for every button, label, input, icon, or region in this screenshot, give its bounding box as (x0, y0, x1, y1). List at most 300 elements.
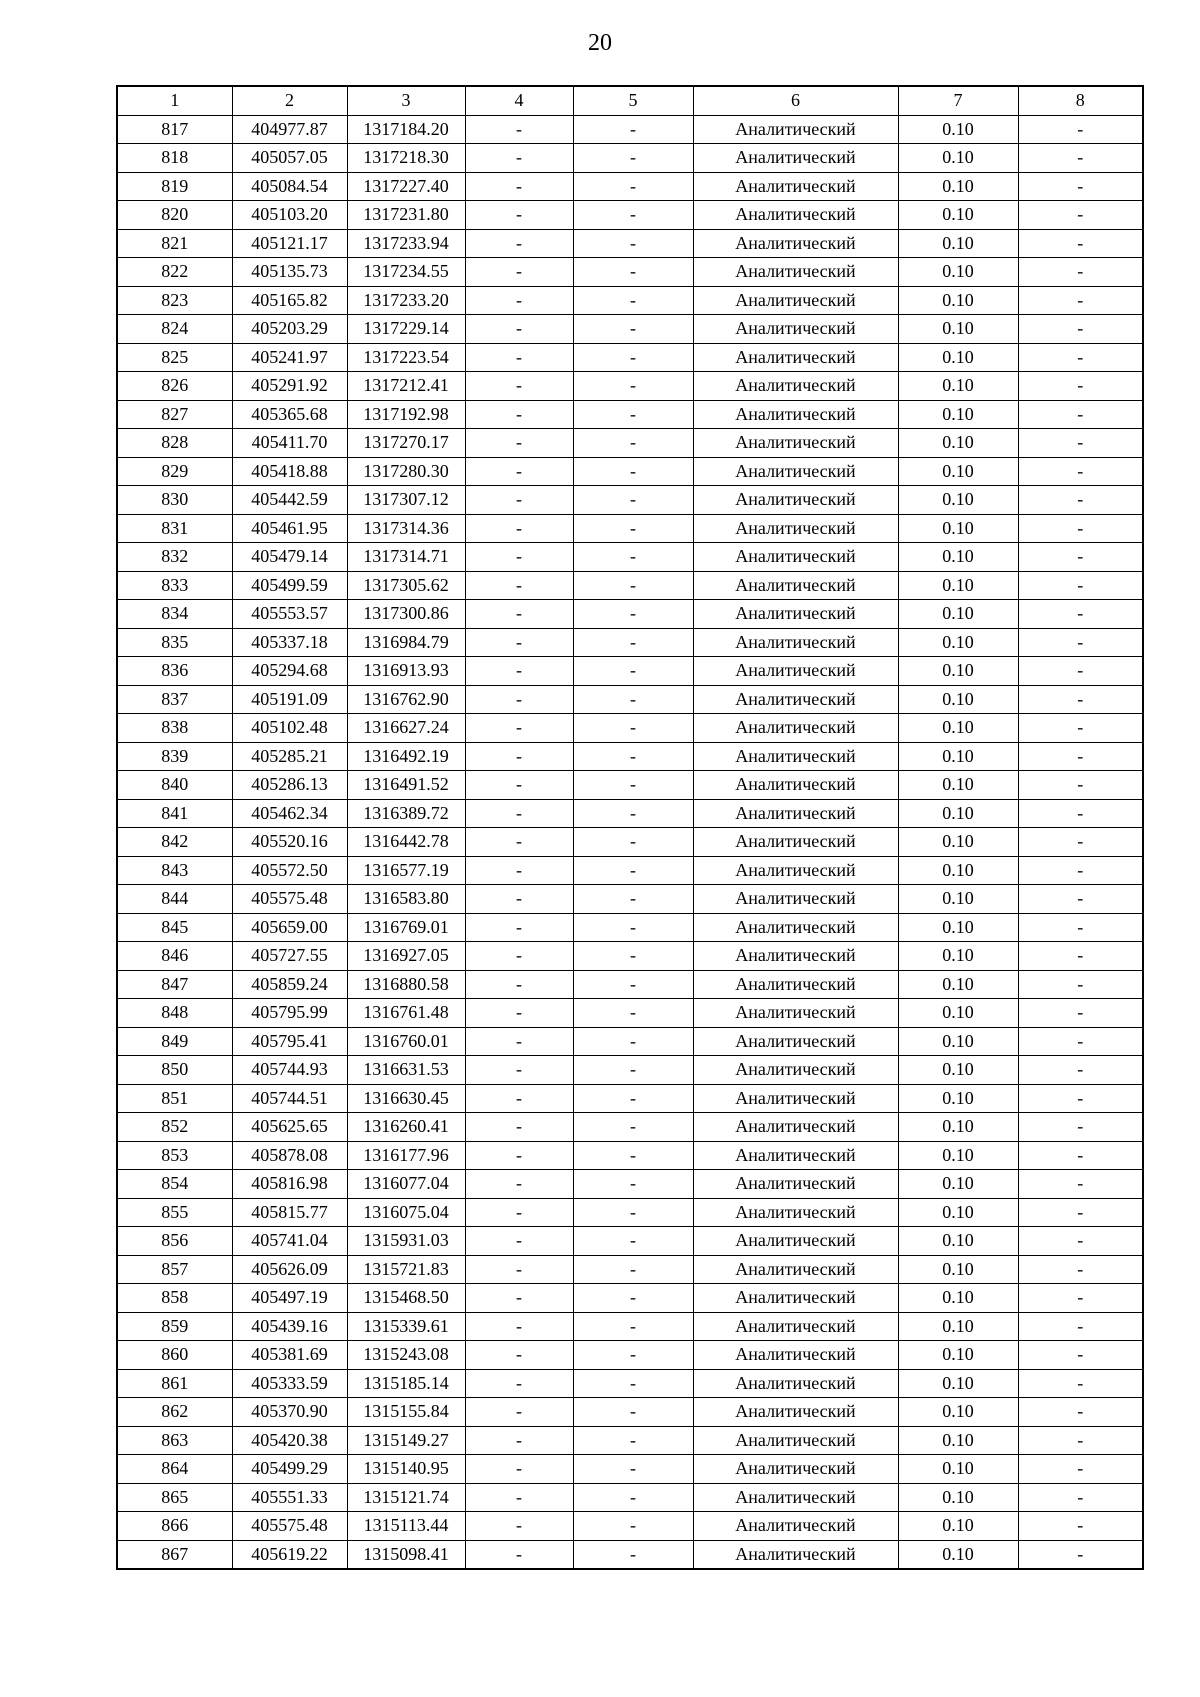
table-cell: 841 (117, 799, 232, 828)
table-cell: 836 (117, 657, 232, 686)
table-cell: - (1018, 144, 1143, 173)
table-cell: 0.10 (898, 828, 1018, 857)
table-cell: 843 (117, 856, 232, 885)
table-cell: - (1018, 1483, 1143, 1512)
table-cell: 0.10 (898, 372, 1018, 401)
table-cell: 1317229.14 (347, 315, 465, 344)
table-cell: - (573, 115, 693, 144)
table-cell: - (465, 1426, 573, 1455)
table-cell: - (1018, 1255, 1143, 1284)
table-row (117, 685, 1143, 714)
table-cell: Аналитический (693, 1227, 898, 1256)
table-cell: Аналитический (693, 1341, 898, 1370)
table-cell: - (573, 1084, 693, 1113)
table-cell: 405659.00 (232, 913, 347, 942)
table-cell: 0.10 (898, 571, 1018, 600)
table-cell: - (573, 201, 693, 230)
table-cell: - (465, 543, 573, 572)
header-row (117, 86, 1143, 115)
table-cell: 1317218.30 (347, 144, 465, 173)
table-cell: Аналитический (693, 400, 898, 429)
table-cell: - (573, 1341, 693, 1370)
table-cell: Аналитический (693, 970, 898, 999)
table-cell: - (573, 1426, 693, 1455)
table-cell: 1316491.52 (347, 771, 465, 800)
table-cell: 0.10 (898, 714, 1018, 743)
table-cell: - (465, 315, 573, 344)
table-cell: 0.10 (898, 685, 1018, 714)
table-cell: 405816.98 (232, 1170, 347, 1199)
table-cell: 405795.99 (232, 999, 347, 1028)
table-row (117, 828, 1143, 857)
table-cell: Аналитический (693, 1255, 898, 1284)
table-cell: - (573, 1113, 693, 1142)
table-cell: 0.10 (898, 856, 1018, 885)
table-cell: - (1018, 172, 1143, 201)
table-row (117, 913, 1143, 942)
table-cell: 1316492.19 (347, 742, 465, 771)
table-cell: - (1018, 1341, 1143, 1370)
table-cell: 1317300.86 (347, 600, 465, 629)
table-row (117, 1284, 1143, 1313)
table-row (117, 1027, 1143, 1056)
table-cell: - (573, 1369, 693, 1398)
table-cell: 405418.88 (232, 457, 347, 486)
table-cell: - (465, 913, 573, 942)
table-cell: - (1018, 771, 1143, 800)
table-cell: - (573, 229, 693, 258)
table-cell: 842 (117, 828, 232, 857)
table-cell: 0.10 (898, 742, 1018, 771)
table-cell: - (573, 543, 693, 572)
table-cell: - (1018, 657, 1143, 686)
table-cell: 405551.33 (232, 1483, 347, 1512)
table-cell: 0.10 (898, 258, 1018, 287)
table-cell: - (573, 885, 693, 914)
table-cell: - (465, 856, 573, 885)
table-cell: 0.10 (898, 286, 1018, 315)
table-cell: - (465, 1227, 573, 1256)
table-cell: - (465, 1398, 573, 1427)
table-cell: 405499.29 (232, 1455, 347, 1484)
table-cell: - (573, 1255, 693, 1284)
table-cell: 837 (117, 685, 232, 714)
table-cell: 1316260.41 (347, 1113, 465, 1142)
table-cell: 0.10 (898, 543, 1018, 572)
table-cell: - (573, 1455, 693, 1484)
table-cell: - (465, 1369, 573, 1398)
table-cell: 405285.21 (232, 742, 347, 771)
table-row (117, 600, 1143, 629)
table-cell: Аналитический (693, 1084, 898, 1113)
table-cell: - (465, 1540, 573, 1569)
table-cell: 1317280.30 (347, 457, 465, 486)
column-header: 6 (693, 86, 898, 115)
table-cell: 405499.59 (232, 571, 347, 600)
table-cell: - (573, 514, 693, 543)
table-cell: - (465, 1455, 573, 1484)
table-row (117, 885, 1143, 914)
table-cell: - (1018, 372, 1143, 401)
table-cell: 864 (117, 1455, 232, 1484)
table-row (117, 229, 1143, 258)
table-cell: - (465, 514, 573, 543)
table-cell: 0.10 (898, 1084, 1018, 1113)
table-cell: - (1018, 856, 1143, 885)
table-cell: 405420.38 (232, 1426, 347, 1455)
table-cell: 1316630.45 (347, 1084, 465, 1113)
table-cell: 0.10 (898, 1056, 1018, 1085)
table-cell: 1317227.40 (347, 172, 465, 201)
table-cell: Аналитический (693, 286, 898, 315)
table-cell: - (573, 372, 693, 401)
table-cell: - (465, 429, 573, 458)
table-cell: - (573, 258, 693, 287)
table-cell: Аналитический (693, 600, 898, 629)
table-cell: 1316177.96 (347, 1141, 465, 1170)
table-cell: - (465, 714, 573, 743)
table-row (117, 115, 1143, 144)
table-cell: 1317233.94 (347, 229, 465, 258)
table-row (117, 372, 1143, 401)
table-cell: - (573, 343, 693, 372)
table-cell: - (573, 600, 693, 629)
table-cell: - (573, 429, 693, 458)
table-cell: 1316913.93 (347, 657, 465, 686)
table-cell: 405520.16 (232, 828, 347, 857)
table-cell: Аналитический (693, 1540, 898, 1569)
page-number: 20 (588, 30, 612, 56)
column-header: 1 (117, 86, 232, 115)
table-cell: 1316769.01 (347, 913, 465, 942)
table-cell: 405286.13 (232, 771, 347, 800)
table-cell: - (573, 913, 693, 942)
table-cell: - (1018, 1227, 1143, 1256)
table-cell: 1316583.80 (347, 885, 465, 914)
table-cell: 857 (117, 1255, 232, 1284)
table-cell: Аналитический (693, 201, 898, 230)
table-cell: - (573, 1312, 693, 1341)
table-cell: 832 (117, 543, 232, 572)
table-cell: - (465, 1312, 573, 1341)
table-cell: 831 (117, 514, 232, 543)
table-cell: - (465, 942, 573, 971)
table-cell: Аналитический (693, 372, 898, 401)
table-cell: 1316627.24 (347, 714, 465, 743)
table-cell: 405859.24 (232, 970, 347, 999)
table-cell: 1316761.48 (347, 999, 465, 1028)
table-cell: 405294.68 (232, 657, 347, 686)
table-cell: 405381.69 (232, 1341, 347, 1370)
table-cell: 405370.90 (232, 1398, 347, 1427)
table-cell: Аналитический (693, 258, 898, 287)
table-cell: - (465, 657, 573, 686)
table-cell: 0.10 (898, 628, 1018, 657)
table-cell: 0.10 (898, 1483, 1018, 1512)
table-cell: - (573, 1227, 693, 1256)
table-cell: 1317233.20 (347, 286, 465, 315)
table-row (117, 514, 1143, 543)
table-cell: 1315185.14 (347, 1369, 465, 1398)
table-cell: 0.10 (898, 1113, 1018, 1142)
table-row (117, 1198, 1143, 1227)
table-cell: - (465, 685, 573, 714)
table-cell: 405619.22 (232, 1540, 347, 1569)
table-cell: - (465, 799, 573, 828)
table-cell: - (1018, 1455, 1143, 1484)
table-cell: - (1018, 1284, 1143, 1313)
table-cell: 847 (117, 970, 232, 999)
table-cell: 1315243.08 (347, 1341, 465, 1370)
table-cell: 405741.04 (232, 1227, 347, 1256)
table-cell: 405103.20 (232, 201, 347, 230)
table-cell: 405744.51 (232, 1084, 347, 1113)
table-cell: 405135.73 (232, 258, 347, 287)
table-row (117, 258, 1143, 287)
table-row (117, 657, 1143, 686)
table-cell: - (573, 1170, 693, 1199)
table-cell: - (465, 286, 573, 315)
table-cell: - (573, 286, 693, 315)
table-cell: 863 (117, 1426, 232, 1455)
table-cell: - (573, 400, 693, 429)
table-cell: - (573, 1284, 693, 1313)
table-cell: Аналитический (693, 1198, 898, 1227)
table-cell: 1317192.98 (347, 400, 465, 429)
table-cell: - (573, 457, 693, 486)
table-row (117, 400, 1143, 429)
table-row (117, 799, 1143, 828)
table-cell: Аналитический (693, 1284, 898, 1313)
table-cell: Аналитический (693, 628, 898, 657)
table-cell: - (573, 315, 693, 344)
table-cell: - (1018, 1113, 1143, 1142)
table-cell: 405337.18 (232, 628, 347, 657)
column-header: 8 (1018, 86, 1143, 115)
table-cell: Аналитический (693, 1483, 898, 1512)
table-cell: - (1018, 1027, 1143, 1056)
table-cell: 0.10 (898, 1141, 1018, 1170)
table-row (117, 1227, 1143, 1256)
table-row (117, 714, 1143, 743)
table-row (117, 1369, 1143, 1398)
table-cell: - (465, 343, 573, 372)
table-cell: Аналитический (693, 429, 898, 458)
table-cell: Аналитический (693, 714, 898, 743)
table-cell: - (465, 1483, 573, 1512)
table-cell: 861 (117, 1369, 232, 1398)
table-cell: - (465, 999, 573, 1028)
table-cell: - (1018, 885, 1143, 914)
table-cell: Аналитический (693, 1170, 898, 1199)
table-row (117, 942, 1143, 971)
table-cell: - (465, 486, 573, 515)
table-cell: 405479.14 (232, 543, 347, 572)
table-cell: 0.10 (898, 1027, 1018, 1056)
table-cell: Аналитический (693, 828, 898, 857)
table-cell: 405241.97 (232, 343, 347, 372)
table-cell: 853 (117, 1141, 232, 1170)
table-cell: - (573, 828, 693, 857)
table-cell: 0.10 (898, 885, 1018, 914)
table-cell: 0.10 (898, 400, 1018, 429)
table-cell: - (573, 1483, 693, 1512)
table-row (117, 201, 1143, 230)
table-row (117, 571, 1143, 600)
table-cell: 0.10 (898, 229, 1018, 258)
table-cell: Аналитический (693, 457, 898, 486)
table-cell: Аналитический (693, 543, 898, 572)
column-header: 7 (898, 86, 1018, 115)
table-cell: - (465, 1341, 573, 1370)
table-cell: - (1018, 1056, 1143, 1085)
table-cell: 405626.09 (232, 1255, 347, 1284)
table-cell: Аналитический (693, 856, 898, 885)
table-cell: 828 (117, 429, 232, 458)
table-cell: 1316389.72 (347, 799, 465, 828)
table-cell: Аналитический (693, 1113, 898, 1142)
table-cell: 835 (117, 628, 232, 657)
table-cell: - (1018, 1512, 1143, 1541)
table-cell: - (465, 1084, 573, 1113)
table-cell: 0.10 (898, 115, 1018, 144)
table-cell: 405439.16 (232, 1312, 347, 1341)
table-cell: 839 (117, 742, 232, 771)
table-cell: Аналитический (693, 1312, 898, 1341)
table-cell: 405497.19 (232, 1284, 347, 1313)
table-cell: - (465, 1027, 573, 1056)
table-cell: 845 (117, 913, 232, 942)
table-cell: - (465, 201, 573, 230)
table-cell: - (1018, 828, 1143, 857)
table-cell: - (573, 742, 693, 771)
table-cell: Аналитический (693, 771, 898, 800)
table-cell: 824 (117, 315, 232, 344)
table-cell: Аналитический (693, 144, 898, 173)
table-cell: 1315339.61 (347, 1312, 465, 1341)
table-cell: 855 (117, 1198, 232, 1227)
table-cell: - (465, 600, 573, 629)
table-cell: Аналитический (693, 1369, 898, 1398)
column-header: 3 (347, 86, 465, 115)
table-cell: - (573, 172, 693, 201)
table-cell: Аналитический (693, 115, 898, 144)
table-row (117, 1398, 1143, 1427)
table-cell: - (1018, 1170, 1143, 1199)
table-cell: - (573, 856, 693, 885)
table-cell: 1316577.19 (347, 856, 465, 885)
table-cell: - (1018, 799, 1143, 828)
table-cell: - (1018, 543, 1143, 572)
table-cell: 405365.68 (232, 400, 347, 429)
table-row (117, 486, 1143, 515)
column-header: 2 (232, 86, 347, 115)
table-cell: 0.10 (898, 429, 1018, 458)
table-row (117, 1483, 1143, 1512)
table-cell: 848 (117, 999, 232, 1028)
table-cell: - (573, 771, 693, 800)
table-cell: - (465, 771, 573, 800)
table-cell: 834 (117, 600, 232, 629)
table-cell: 844 (117, 885, 232, 914)
table-cell: 405878.08 (232, 1141, 347, 1170)
table-cell: 818 (117, 144, 232, 173)
table-cell: - (573, 1141, 693, 1170)
table-cell: 0.10 (898, 913, 1018, 942)
table-cell: Аналитический (693, 1141, 898, 1170)
table-cell: 1315121.74 (347, 1483, 465, 1512)
table-cell: - (1018, 486, 1143, 515)
table-cell: - (573, 144, 693, 173)
table-cell: - (465, 1170, 573, 1199)
table-cell: - (465, 742, 573, 771)
table-cell: 1315149.27 (347, 1426, 465, 1455)
table-cell: 840 (117, 771, 232, 800)
table-cell: 849 (117, 1027, 232, 1056)
table-row (117, 1170, 1143, 1199)
table-cell: 858 (117, 1284, 232, 1313)
table-cell: 852 (117, 1113, 232, 1142)
table-cell: - (1018, 258, 1143, 287)
table-cell: 0.10 (898, 1455, 1018, 1484)
table-cell: 1317314.71 (347, 543, 465, 572)
table-cell: - (1018, 742, 1143, 771)
table-cell: - (1018, 1426, 1143, 1455)
table-cell: - (573, 685, 693, 714)
table-cell: Аналитический (693, 1426, 898, 1455)
table-cell: - (573, 1512, 693, 1541)
table-row (117, 172, 1143, 201)
table-cell: - (573, 970, 693, 999)
table-cell: - (1018, 429, 1143, 458)
table-cell: - (1018, 201, 1143, 230)
table-cell: 0.10 (898, 457, 1018, 486)
table-cell: 820 (117, 201, 232, 230)
table-cell: - (1018, 628, 1143, 657)
table-cell: Аналитический (693, 315, 898, 344)
table-cell: 0.10 (898, 970, 1018, 999)
table-cell: 0.10 (898, 1255, 1018, 1284)
table-cell: - (573, 799, 693, 828)
table-cell: 0.10 (898, 657, 1018, 686)
table-cell: 405191.09 (232, 685, 347, 714)
table-cell: 1316442.78 (347, 828, 465, 857)
table-row (117, 1312, 1143, 1341)
table-cell: 405575.48 (232, 885, 347, 914)
table-cell: Аналитический (693, 1455, 898, 1484)
table-cell: 0.10 (898, 514, 1018, 543)
table-body (117, 115, 1143, 1569)
table-cell: 825 (117, 343, 232, 372)
table-cell: - (465, 628, 573, 657)
table-cell: 0.10 (898, 201, 1018, 230)
table-cell: 405815.77 (232, 1198, 347, 1227)
table-cell: 830 (117, 486, 232, 515)
table-cell: Аналитический (693, 1027, 898, 1056)
table-cell: 1317184.20 (347, 115, 465, 144)
table-cell: - (1018, 913, 1143, 942)
table-cell: - (1018, 286, 1143, 315)
table-cell: 846 (117, 942, 232, 971)
table-cell: - (573, 1027, 693, 1056)
table-row (117, 970, 1143, 999)
table-cell: 1316077.04 (347, 1170, 465, 1199)
table-cell: 405203.29 (232, 315, 347, 344)
table-cell: 405165.82 (232, 286, 347, 315)
table-cell: - (465, 1512, 573, 1541)
table-cell: Аналитический (693, 343, 898, 372)
table-row (117, 1084, 1143, 1113)
